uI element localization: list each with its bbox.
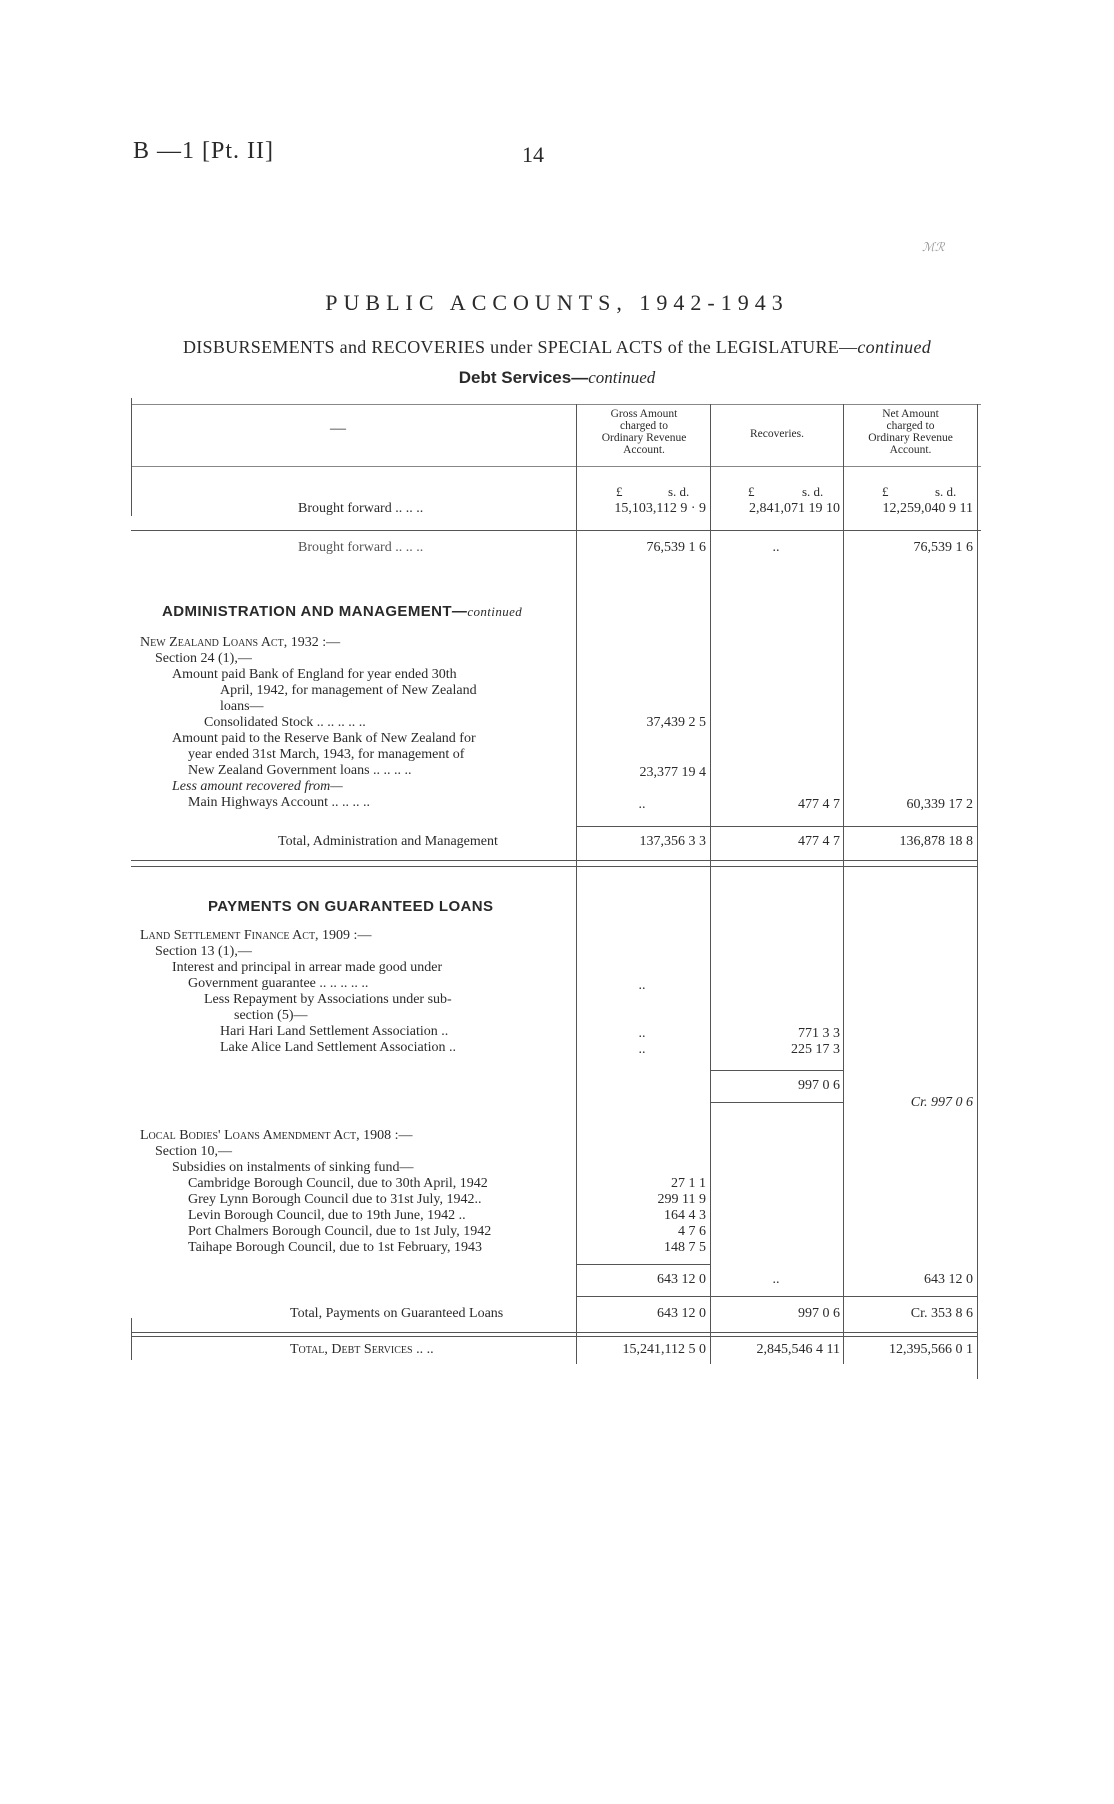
grand-total-gross: 15,241,112 5 0	[622, 1342, 706, 1357]
admin-item2-line: year ended 31st March, 1943, for management of	[188, 747, 465, 762]
admin-total-rule-bottom	[131, 860, 977, 861]
guaranteed-total-net: Cr. 353 8 6	[910, 1306, 973, 1321]
guaranteed-repay-line: Less Repayment by Associations under sub-	[204, 992, 452, 1007]
brought-forward-label: Brought forward .. .. ..	[298, 540, 424, 555]
left-border	[131, 398, 132, 516]
assoc-gross: ..	[638, 1026, 646, 1041]
council-name: Levin Borough Council, due to 19th June, 1942 ..	[188, 1208, 466, 1223]
councils-subtotal-net: 643 12 0	[924, 1272, 973, 1287]
grand-total-rule	[131, 1336, 977, 1337]
guaranteed-act1-section: Section 13 (1),—	[155, 944, 252, 959]
admin-less-gross: ..	[638, 797, 646, 812]
admin-item1-gross: 37,439 2 5	[646, 715, 706, 730]
guaranteed-act2-title: Local Bodies' Loans Amendment Act, 1908 :—	[140, 1128, 413, 1143]
unit-pound-gross: £	[616, 484, 623, 499]
guaranteed-act1-title: Land Settlement Finance Act, 1909 :—	[140, 928, 372, 943]
admin-item2-gross: 23,377 19 4	[639, 765, 706, 780]
admin-total-recoveries: 477 4 7	[798, 834, 840, 849]
assoc-net-credit: Cr. 997 0 6	[910, 1095, 973, 1110]
col-divider-recoveries	[710, 404, 711, 1364]
guaranteed-heading: PAYMENTS ON GUARANTEED LOANS	[208, 898, 494, 915]
admin-act-title: New Zealand Loans Act, 1932 :—	[140, 635, 341, 650]
page-title: PUBLIC ACCOUNTS, 1942-1943	[325, 290, 789, 315]
col-header-net-line: Account.	[889, 444, 932, 456]
brought-forward-top-net: 12,259,040 9 11	[882, 501, 973, 516]
councils-subtotal-gross: 643 12 0	[657, 1272, 706, 1287]
page-subtitle	[0, 337, 1114, 358]
council-gross: 299 11 9	[657, 1192, 706, 1207]
guaranteed-total-label: Total, Payments on Guaranteed Loans	[290, 1306, 504, 1321]
councils-subtotal-recoveries: ..	[772, 1272, 780, 1287]
guaranteed-subsidies-label: Subsidies on instalments of sinking fund—	[172, 1160, 414, 1175]
brought-forward-top-label: Brought forward .. .. ..	[298, 501, 424, 516]
col-header-gross-line: Ordinary Revenue	[601, 432, 687, 444]
unit-sd-net: s. d.	[935, 484, 957, 499]
stamp-mark: ℳℛ	[922, 240, 945, 254]
assoc-name: Hari Hari Land Settlement Association ..	[220, 1024, 449, 1039]
col-divider-gross	[576, 404, 577, 1364]
col-header-net-line: charged to	[886, 420, 935, 432]
col-header-net-line: Net Amount	[882, 408, 939, 420]
assoc-gross: ..	[638, 1042, 646, 1057]
grand-total-label: Total, Debt Services .. ..	[290, 1342, 434, 1357]
assoc-subtotal-recoveries: 997 0 6	[798, 1078, 840, 1093]
council-gross: 27 1 1	[671, 1176, 706, 1191]
subtitle-main: DISBURSEMENTS and RECOVERIES under SPECIAL ACTS of the LEGISLATURE—	[182, 337, 858, 357]
admin-item1-line: Amount paid Bank of England for year ended 30th	[172, 667, 457, 682]
admin-total-net: 136,878 18 8	[899, 834, 973, 849]
grand-total-recoveries: 2,845,546 4 11	[756, 1342, 840, 1357]
section-title-main: Debt Services—	[458, 368, 589, 387]
col-header-net	[844, 408, 977, 456]
admin-total-rule-top	[576, 826, 977, 827]
brought-forward-top-gross: 15,103,112 9 · 9	[614, 501, 706, 516]
councils-subtotal-rule-top	[576, 1264, 710, 1265]
guaranteed-interest-line: Interest and principal in arrear made good under	[172, 960, 443, 975]
assoc-subtotal-rule-bottom	[710, 1102, 843, 1103]
guaranteed-total-rule	[131, 1332, 977, 1333]
col-header-gross-line: Account.	[623, 444, 665, 456]
brought-forward-recoveries: ..	[772, 540, 780, 555]
unit-pound-recoveries: £	[748, 484, 755, 499]
header-rule	[131, 466, 981, 467]
brought-forward-net: 76,539 1 6	[913, 540, 973, 555]
grand-total-net: 12,395,566 0 1	[889, 1342, 973, 1357]
brought-forward-gross: 76,539 1 6	[646, 540, 706, 555]
admin-less-label: Less amount recovered from—	[172, 779, 343, 794]
admin-item2-line: Amount paid to the Reserve Bank of New Zealand for	[172, 731, 476, 746]
admin-item2-last: New Zealand Government loans .. .. .. ..	[188, 763, 412, 778]
col-header-gross-line: charged to	[619, 420, 668, 432]
guaranteed-act2-section: Section 10,—	[155, 1144, 232, 1159]
assoc-recoveries: 771 3 3	[798, 1026, 840, 1041]
admin-total-label: Total, Administration and Management	[278, 834, 498, 849]
brought-forward-rule	[131, 530, 981, 531]
guaranteed-interest-gross: ..	[638, 978, 646, 993]
council-name: Cambridge Borough Council, due to 30th April, 1942	[188, 1176, 488, 1191]
admin-less-item: Main Highways Account .. .. .. ..	[188, 795, 370, 810]
section-title-continued: continued	[588, 368, 656, 387]
admin-heading-continued: continued	[467, 604, 523, 619]
guaranteed-repay-line: section (5)—	[234, 1008, 308, 1023]
unit-sd-gross: s. d.	[668, 484, 690, 499]
councils-subtotal-rule-bottom	[576, 1296, 977, 1297]
council-gross: 164 4 3	[664, 1208, 706, 1223]
col-header-description: —	[330, 420, 346, 437]
admin-less-recoveries: 477 4 7	[798, 797, 840, 812]
table-top-rule	[131, 404, 981, 405]
guaranteed-total-gross: 643 12 0	[657, 1306, 706, 1321]
assoc-name: Lake Alice Land Settlement Association ..	[220, 1040, 456, 1055]
brought-forward-top-recoveries: 2,841,071 19 10	[749, 501, 840, 516]
col-header-net-line: Ordinary Revenue	[868, 432, 953, 444]
council-name: Port Chalmers Borough Council, due to 1st July, 1942	[188, 1224, 492, 1239]
guaranteed-interest-line: Government guarantee .. .. .. .. ..	[188, 976, 369, 991]
unit-sd-recoveries: s. d.	[802, 484, 824, 499]
left-border-bottom	[131, 1318, 132, 1360]
admin-heading-main: ADMINISTRATION AND MANAGEMENT—	[162, 603, 468, 620]
assoc-recoveries: 225 17 3	[791, 1042, 840, 1057]
admin-item1-sub: Consolidated Stock .. .. .. .. ..	[204, 715, 366, 730]
council-name: Grey Lynn Borough Council due to 31st July, 1942..	[188, 1192, 482, 1207]
admin-item1-line: April, 1942, for management of New Zealand	[220, 683, 477, 698]
subtitle-continued: continued	[857, 337, 932, 357]
right-border	[977, 404, 978, 1379]
council-name: Taihape Borough Council, due to 1st February, 1943	[188, 1240, 483, 1255]
admin-item1-line: loans—	[220, 699, 264, 714]
assoc-subtotal-rule-top	[710, 1070, 843, 1071]
page-reference: B —1 [Pt. II]	[133, 138, 274, 164]
page-number: 14	[522, 142, 544, 167]
col-header-gross	[578, 408, 710, 456]
col-divider-net	[843, 404, 844, 1364]
council-gross: 4 7 6	[678, 1224, 706, 1239]
col-header-gross-line: Gross Amount	[610, 408, 678, 420]
col-header-recoveries: Recoveries.	[750, 428, 804, 440]
section-title	[0, 368, 1114, 388]
council-gross: 148 7 5	[664, 1240, 706, 1255]
unit-pound-net: £	[882, 484, 889, 499]
admin-less-net: 60,339 17 2	[906, 797, 973, 812]
admin-heading	[162, 603, 522, 620]
admin-section-rule	[131, 866, 977, 867]
admin-section: Section 24 (1),—	[155, 651, 252, 666]
admin-total-gross: 137,356 3 3	[639, 834, 706, 849]
guaranteed-total-recoveries: 997 0 6	[798, 1306, 840, 1321]
